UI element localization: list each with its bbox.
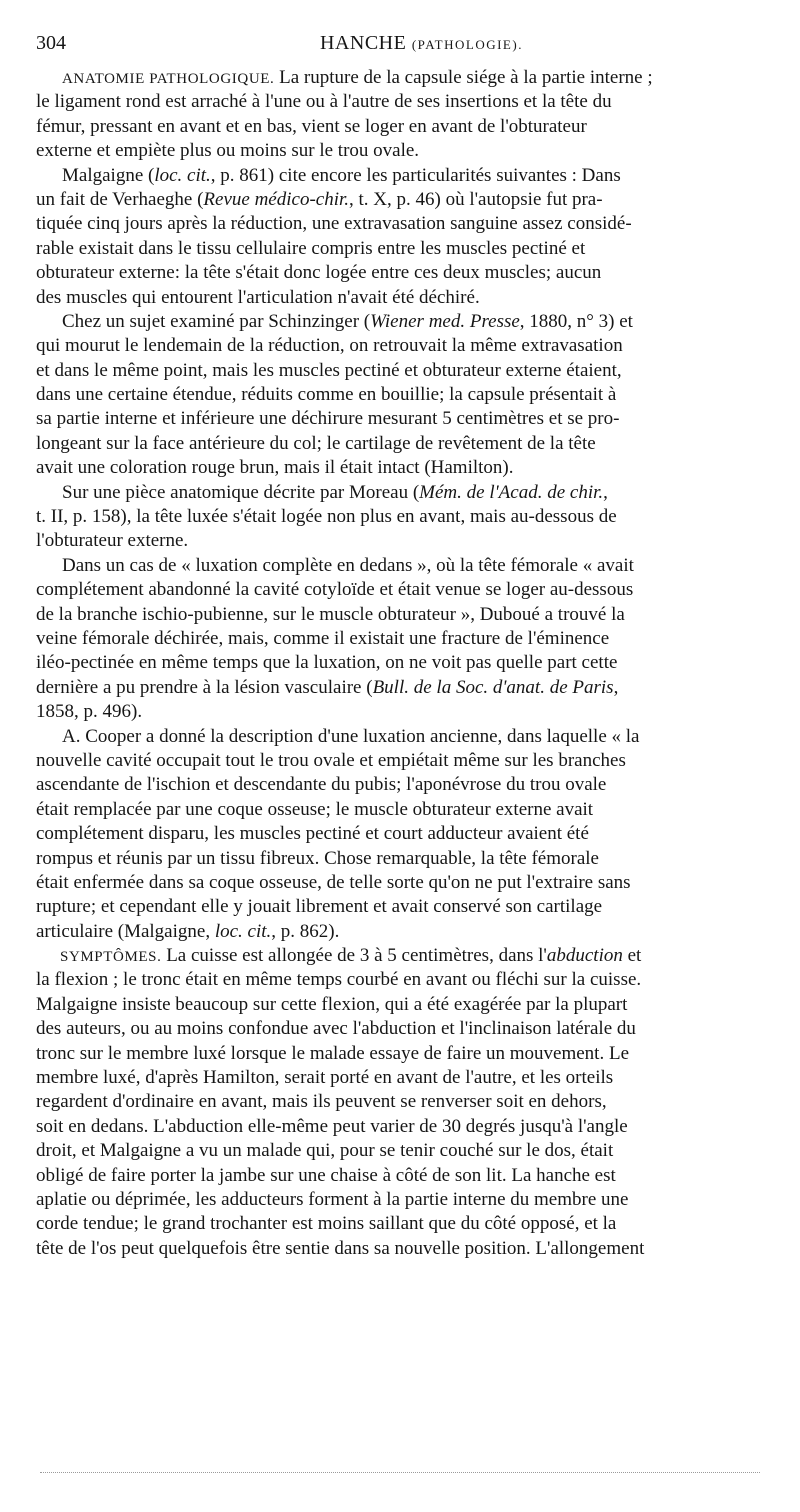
text-line: tronc sur le membre luxé lorsque le malade essaye de faire un mouvement. Le xyxy=(36,1042,629,1064)
text-line: avait une coloration rouge brun, mais il était intact (Hamilton). xyxy=(36,457,514,479)
text-line: aplatie ou déprimée, les adducteurs forment à la partie interne du membre une xyxy=(36,1188,629,1210)
paragraph-cooper xyxy=(36,725,764,945)
text-line: obligé de faire porter la jambe sur une chaise à côté de son lit. La hanche est xyxy=(36,1164,616,1186)
text-line: de la branche ischio-pubienne, sur le muscle obturateur », Duboué a trouvé la xyxy=(36,603,625,625)
text-line: des muscles qui entourent l'articulation n'avait été déchiré. xyxy=(36,286,480,308)
citation: Wiener med. Presse xyxy=(370,310,520,332)
page-number: 304 xyxy=(36,32,66,54)
text-line: l'obturateur externe. xyxy=(36,530,189,552)
text-line: Malgaigne (loc. cit., p. 861) cite encore les particularités suivantes : Dans xyxy=(62,164,621,186)
text-line: soit en dedans. L'abduction elle-même peut varier de 30 degrés jusqu'à l'angle xyxy=(36,1115,628,1137)
running-header xyxy=(36,30,764,56)
text-line: sa partie interne et inférieure une déchirure mesurant 5 centimètres et se pro- xyxy=(36,408,620,430)
text-line: un fait de Verhaeghe (Revue médico-chir., t. X, p. 46) où l'autopsie fut pra- xyxy=(36,188,603,210)
text-line: corde tendue; le grand trochanter est moins saillant que du côté opposé, et la xyxy=(36,1213,617,1235)
text-line: Dans un cas de « luxation complète en dedans », où la tête fémorale « avait xyxy=(62,554,634,576)
text-line: fémur, pressant en avant et en bas, vient se loger en avant de l'obturateur xyxy=(36,115,587,137)
text-line: qui mourut le lendemain de la réduction, on retrouvait la même extravasation xyxy=(36,335,623,357)
footer-dotted-rule xyxy=(40,1472,760,1473)
text-line: articulaire (Malgaigne, loc. cit., p. 862). xyxy=(36,920,340,942)
paragraph-symptomes xyxy=(36,944,764,1261)
text-line: iléo-pectinée en même temps que la luxation, on ne voit pas quelle part cette xyxy=(36,652,618,674)
text-line: longeant sur la face antérieure du col; le cartilage de revêtement de la tête xyxy=(36,432,596,454)
running-title-main: HANCHE xyxy=(320,32,407,54)
text-line: dans une certaine étendue, réduits comme en bouillie; la capsule présentait à xyxy=(36,384,617,406)
text-line: complétement disparu, les muscles pectiné et court adducteur avaient été xyxy=(36,823,589,845)
text-line: était enfermée dans sa coque osseuse, de telle sorte qu'on ne put l'extraire sans xyxy=(36,871,631,893)
text-line: le ligament rond est arraché à l'une ou à l'autre de ses insertions et la tête du xyxy=(36,91,612,113)
section-heading-anatomie: ANATOMIE PATHOLOGIQUE. xyxy=(62,71,275,87)
text-line: Malgaigne insiste beaucoup sur cette flexion, qui a été exagérée par la plupart xyxy=(36,993,628,1015)
text-line: et dans le même point, mais les muscles pectiné et obturateur externe étaient, xyxy=(36,359,622,381)
citation: loc. cit. xyxy=(214,920,272,942)
text-line: veine fémorale déchirée, mais, comme il existait une fracture de l'éminence xyxy=(36,627,610,649)
text-line: était remplacée par une coque osseuse; le muscle obturateur externe avait xyxy=(36,798,594,820)
text-line: tiquée cinq jours après la réduction, une extravasation sanguine assez considé- xyxy=(36,213,632,235)
emphasis: abduction xyxy=(546,945,623,967)
text-line: obturateur externe: la tête s'était donc logée entre ces deux muscles; aucun xyxy=(36,262,602,284)
text-line: t. II, p. 158), la tête luxée s'était logée non plus en avant, mais au-dessous de xyxy=(36,506,617,528)
citation: Mém. de l'Acad. de chir. xyxy=(419,481,604,503)
body-text xyxy=(36,66,764,1261)
text-line: ascendante de l'ischion et descendante du pubis; l'aponévrose du trou ovale xyxy=(36,774,607,796)
text-line: rompus et réunis par un tissu fibreux. Chose remarquable, la tête fémorale xyxy=(36,847,599,869)
text-line: regardent d'ordinaire en avant, mais ils peuvent se renverser soit en dehors, xyxy=(36,1091,607,1113)
citation: loc. cit. xyxy=(154,164,211,186)
citation: Revue médico-chir. xyxy=(203,188,350,210)
paragraph-duboue xyxy=(36,554,764,725)
section-heading-symptomes: SYMPTÔMES. xyxy=(60,949,162,966)
text-line: membre luxé, d'après Hamilton, serait porté en avant de l'autre, et les orteils xyxy=(36,1067,614,1089)
text-line: rupture; et cependant elle y jouait librement et avait conservé son cartilage xyxy=(36,896,603,918)
text-line: tête de l'os peut quelquefois être sentie dans sa nouvelle position. L'allongement xyxy=(36,1237,645,1259)
text-line: rable existait dans le tissu cellulaire compris entre les muscles pectiné et xyxy=(36,237,586,259)
text-line: A. Cooper a donné la description d'une luxation ancienne, dans laquelle « la xyxy=(62,725,640,747)
text-line: SYMPTÔMES. La cuisse est allongée de 3 à 5 centimètres, dans l'abduction et xyxy=(60,945,642,967)
paragraph-schinzinger xyxy=(36,310,764,481)
text-line: Sur une pièce anatomique décrite par Moreau (Mém. de l'Acad. de chir., xyxy=(62,481,608,503)
paragraph-malgaigne xyxy=(36,164,764,310)
text-line: nouvelle cavité occupait tout le trou ovale et empiétait même sur les branches xyxy=(36,749,626,771)
running-title-sub: (PATHOLOGIE). xyxy=(411,37,523,52)
running-title xyxy=(320,30,523,58)
paragraph-moreau xyxy=(36,481,764,554)
text-line: Chez un sujet examiné par Schinzinger (Wiener med. Presse, 1880, n° 3) et xyxy=(62,310,633,332)
text-line: droit, et Malgaigne a vu un malade qui, pour se tenir couché sur le dos, était xyxy=(36,1140,614,1162)
citation: Bull. de la Soc. d'anat. de Paris xyxy=(372,676,614,698)
text-line: complétement abandonné la cavité cotyloïde et était venue se loger au-dessous xyxy=(36,579,634,601)
text-line: 1858, p. 496). xyxy=(36,701,143,723)
text-line: la flexion ; le tronc était en même temps courbé en avant ou fléchi sur la cuisse. xyxy=(36,969,642,991)
paragraph-anatomie xyxy=(36,66,764,164)
text-line: externe et empiète plus ou moins sur le trou ovale. xyxy=(36,140,420,162)
text-line: des auteurs, ou au moins confondue avec l'abduction et l'inclinaison latérale du xyxy=(36,1018,636,1040)
text-line: dernière a pu prendre à la lésion vasculaire (Bull. de la Soc. d'anat. de Paris, xyxy=(36,676,619,698)
text-line: ANATOMIE PATHOLOGIQUE. La rupture de la capsule siége à la partie interne ; xyxy=(62,67,653,88)
